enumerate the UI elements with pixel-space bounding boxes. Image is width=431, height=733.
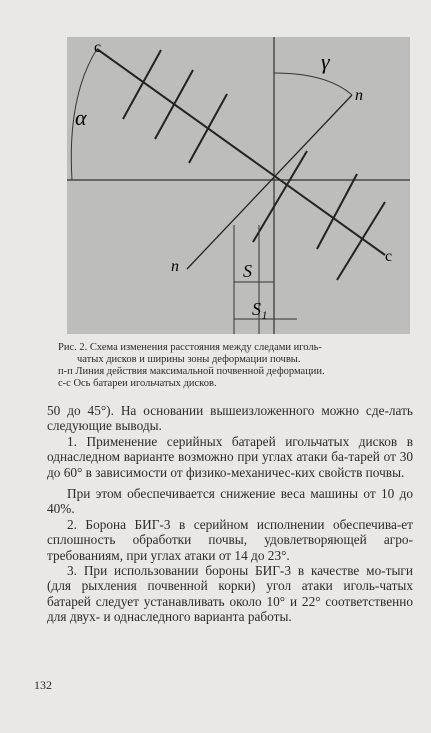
disk-traces	[123, 50, 385, 280]
gamma-arc	[274, 73, 352, 95]
paragraph-5: 3. При использовании бороны БИГ-3 в качестве мо-тыги (для рыхления почвенной корки) угол атаки иголь-чатых батарей следует устанавливать около 10° и 22° соответственно для двух- и однаследного варианта работы.	[47, 563, 413, 625]
paragraph-1: 50 до 45°). На основании вышеизложенного можно сде-лать следующие выводы.	[47, 403, 413, 434]
label-n-top: n	[355, 87, 363, 104]
body-text	[47, 403, 413, 625]
figure-panel	[67, 37, 410, 334]
figure-caption	[58, 342, 408, 390]
label-c-bottom: c	[385, 248, 393, 265]
label-c-top: c	[94, 39, 102, 56]
battery-axis-line	[97, 49, 385, 255]
page-number: 132	[34, 678, 52, 692]
paragraph-3: При этом обеспечивается снижение веса машины от 10 до 40%.	[47, 486, 413, 517]
caption-line-2: чатых дисков и ширины зоны деформации почвы.	[77, 354, 301, 365]
caption-line-1: Рис. 2. Схема изменения расстояния между следами иголь-	[58, 342, 322, 353]
paragraph-2: 1. Применение серийных батарей игольчатых дисков в однаследном варианте возможно при углах атаки ба-тарей от 30 до 60° в зависимости от физико-механичес-ких свойств почвы.	[47, 433, 413, 480]
caption-line-4: с-с Ось батареи игольчатых дисков.	[58, 378, 217, 389]
label-alpha: α	[75, 105, 87, 130]
label-s: S	[243, 261, 252, 281]
paragraph-4: 2. Борона БИГ-3 в серийном исполнении обеспечива-ет сплошность обработки почвы, удовлетворяющей агро-требованиям, при углах атаки от 14 до 23°.	[47, 516, 413, 563]
label-s1: S₁	[252, 299, 268, 319]
diagram-soil-deformation	[67, 37, 410, 334]
caption-line-3: п-п Линия действия максимальной почвенной деформации.	[58, 366, 325, 377]
label-gamma: γ	[321, 49, 330, 74]
label-n-bottom: n	[171, 258, 179, 275]
